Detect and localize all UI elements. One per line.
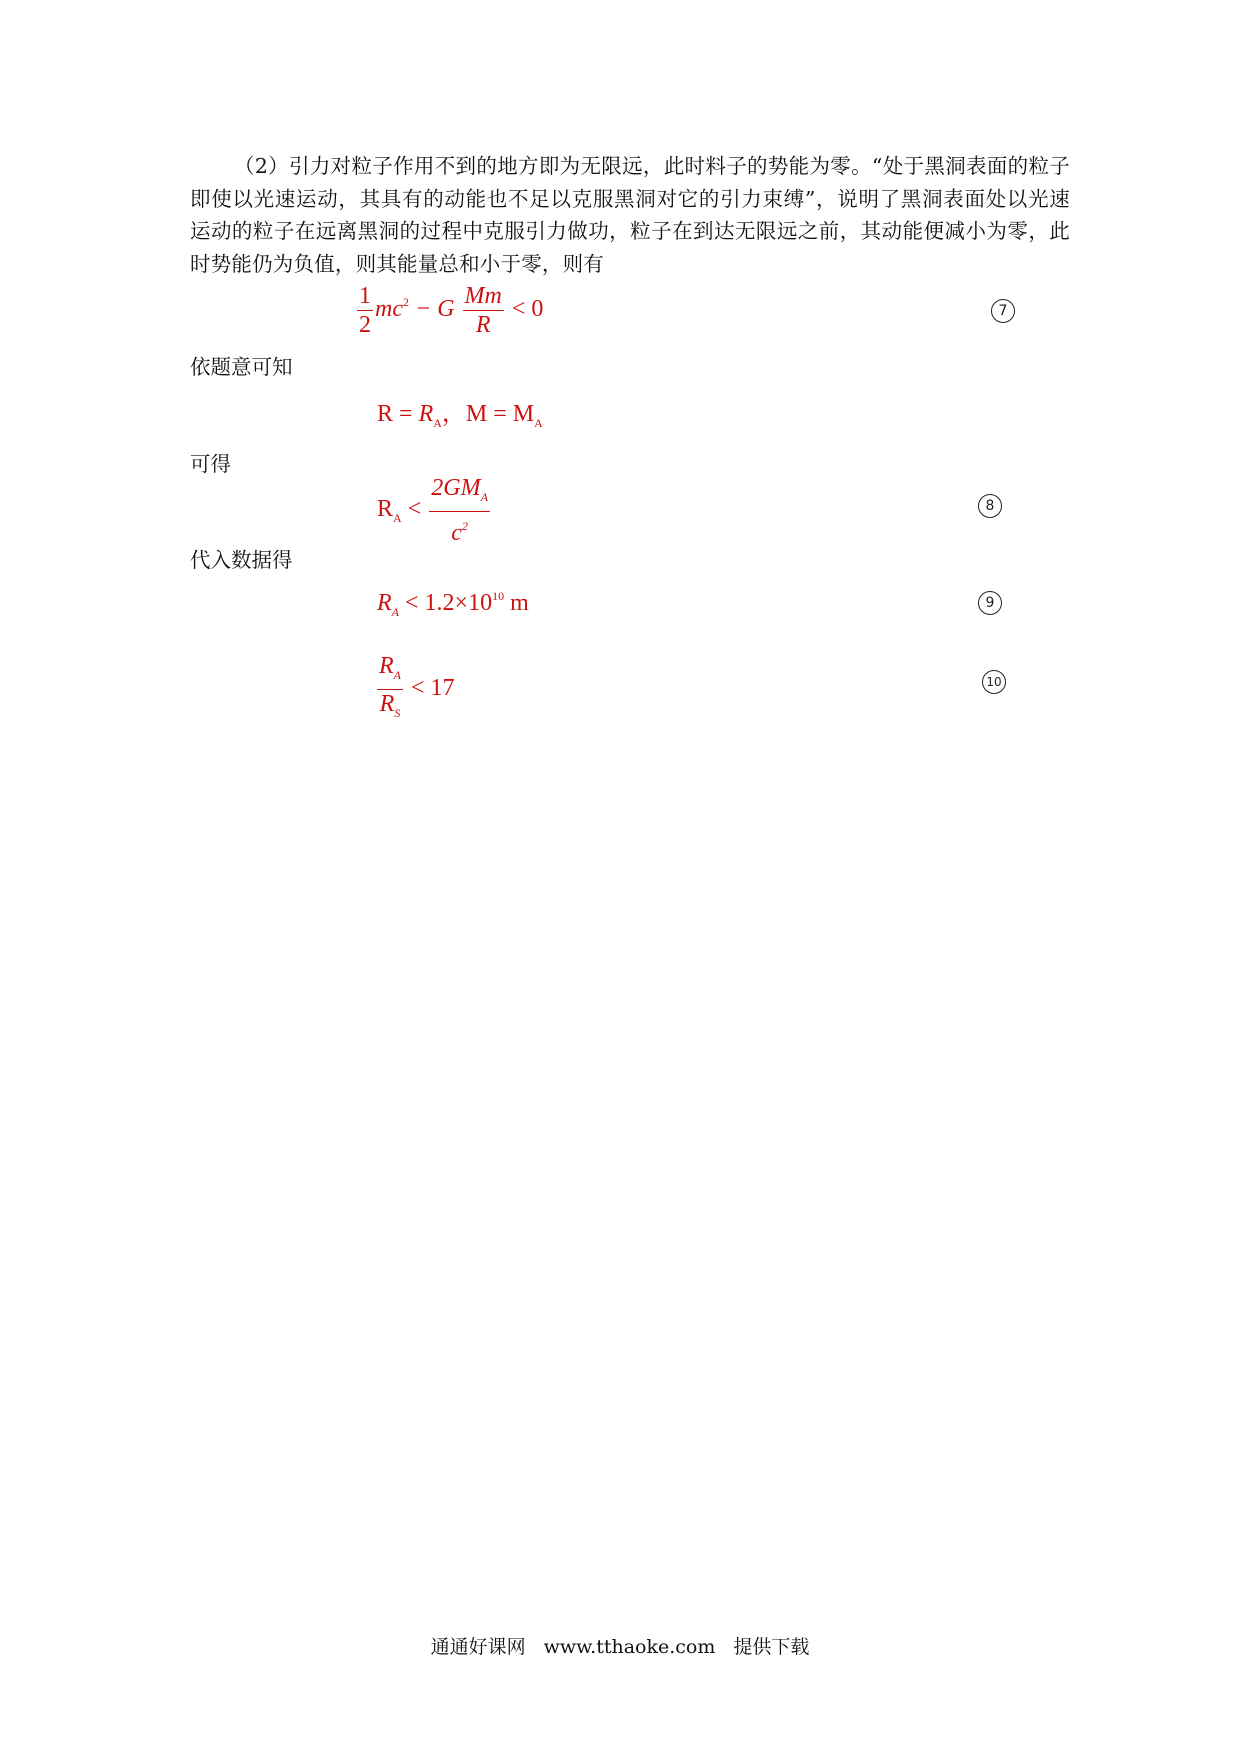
- label-substitute: 代入数据得: [190, 548, 293, 572]
- equation-marker-7: 7: [991, 299, 1015, 323]
- fraction-ra-over-rs: $\frac{R_A}{R_S}$: [379, 653, 402, 720]
- fraction-mm-over-r: $\frac{Mm}{R}$: [464, 283, 502, 338]
- label-by-meaning: 依题意可知: [190, 355, 293, 379]
- footer-url[interactable]: www.tthaoke.com: [543, 1636, 716, 1658]
- page-footer: [0, 1632, 1240, 1659]
- equation-marker-10: 10: [982, 670, 1006, 694]
- label-can-get: 可得: [190, 452, 231, 476]
- fraction-half: $\frac{1}{2}$: [359, 283, 371, 338]
- equation-8: $R_A$ < $\frac{2GM_A}{c^2}$: [377, 475, 488, 546]
- equation-7: $\frac{1}{2}$ $mc^2 - G$ $\frac{Mm}{R}$ < 0: [359, 283, 544, 338]
- equation-condition: $R = R_A$，$M = M_A$: [377, 401, 543, 430]
- fraction-2gm-over-c2: $\frac{2GM_A}{c^2}$: [431, 475, 488, 546]
- footer-site-name: 通通好课网: [430, 1636, 526, 1658]
- equation-9: $R_A < 1.2\times 10^{10}$ m: [377, 589, 529, 619]
- equation-marker-9: 9: [978, 591, 1002, 615]
- footer-note: 提供下载: [733, 1636, 810, 1658]
- equation-marker-8: 8: [978, 494, 1002, 518]
- solution-paragraph: （2）引力对粒子作用不到的地方即为无限远，此时料子的势能为零。“处于黑洞表面的粒子即使以光速运动，其具有的动能也不足以克服黑洞对它的引力束缚”，说明了黑洞表面处以光速运动的粒子在远离黑洞的过程中克服引力做功，粒子在到达无限远之前，其动能便减小为零，此时势能仍为负值，则其能量总和小于零，则有: [190, 154, 1070, 276]
- equation-10: $\frac{R_A}{R_S}$ < 17: [375, 653, 455, 726]
